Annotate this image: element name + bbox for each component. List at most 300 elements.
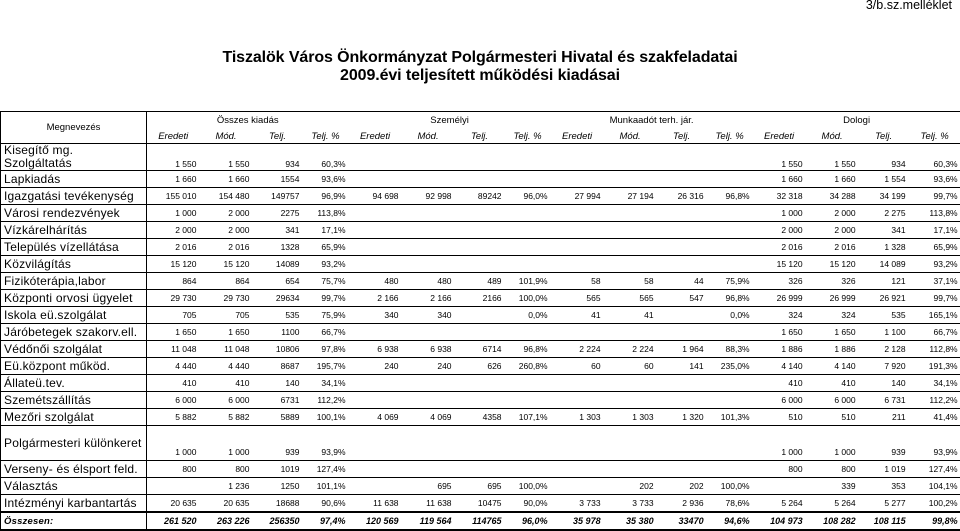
table-cell — [455, 239, 505, 256]
total-cell: 97,4% — [303, 512, 349, 530]
table-cell — [505, 239, 551, 256]
table-cell — [349, 239, 402, 256]
table-cell: 96,9% — [303, 188, 349, 205]
subcol-header: Mód. — [604, 129, 657, 144]
table-cell: 1019 — [253, 461, 303, 478]
table-cell: 58 — [604, 273, 657, 290]
table-cell: 100,0% — [505, 290, 551, 307]
subcol-header: Mód. — [402, 129, 455, 144]
table-cell: 44 — [657, 273, 707, 290]
table-cell: 535 — [859, 307, 909, 324]
table-cell — [551, 375, 604, 392]
table-cell: 6 938 — [402, 341, 455, 358]
table-cell: 26 999 — [806, 290, 859, 307]
table-cell: 0,0% — [505, 307, 551, 324]
table-cell — [707, 324, 753, 341]
table-cell — [455, 222, 505, 239]
row-name: Vízkárelhárítás — [1, 222, 147, 239]
total-cell: 33470 — [657, 512, 707, 530]
table-cell — [551, 222, 604, 239]
table-cell: 5 882 — [200, 409, 253, 426]
table-cell: 480 — [349, 273, 402, 290]
table-cell: 240 — [402, 358, 455, 375]
table-cell: 565 — [551, 290, 604, 307]
table-cell: 29 730 — [147, 290, 200, 307]
table-cell — [349, 256, 402, 273]
table-cell: 99,7% — [909, 188, 960, 205]
table-cell: 1 019 — [859, 461, 909, 478]
table-cell: 14089 — [253, 256, 303, 273]
table-cell: 1 000 — [147, 426, 200, 461]
table-cell — [402, 324, 455, 341]
table-cell: 195,7% — [303, 358, 349, 375]
total-cell: 35 380 — [604, 512, 657, 530]
table-cell: 37,1% — [909, 273, 960, 290]
table-cell: 34 199 — [859, 188, 909, 205]
table-cell: 2 166 — [402, 290, 455, 307]
row-name: Választás — [1, 478, 147, 495]
table-cell: 34,1% — [909, 375, 960, 392]
table-cell: 410 — [806, 375, 859, 392]
table-cell: 353 — [859, 478, 909, 495]
table-cell — [551, 256, 604, 273]
table-cell — [455, 144, 505, 171]
table-cell: 140 — [859, 375, 909, 392]
table-cell: 1100 — [253, 324, 303, 341]
table-row — [1, 205, 960, 222]
table-cell — [707, 239, 753, 256]
table-cell: 75,9% — [303, 307, 349, 324]
table-cell: 60 — [551, 358, 604, 375]
table-cell: 1 100 — [859, 324, 909, 341]
table-cell — [707, 461, 753, 478]
table-cell: 3 733 — [551, 495, 604, 513]
table-cell — [657, 256, 707, 273]
table-cell: 2 000 — [200, 205, 253, 222]
table-cell: 6731 — [253, 392, 303, 409]
table-cell: 26 316 — [657, 188, 707, 205]
table-cell: 6 938 — [349, 341, 402, 358]
row-name: Igazgatási tevékenység — [1, 188, 147, 205]
table-cell: 1 000 — [753, 205, 806, 222]
table-cell: 695 — [455, 478, 505, 495]
table-cell — [657, 171, 707, 188]
table-cell — [551, 205, 604, 222]
table-cell: 6 000 — [200, 392, 253, 409]
table-cell — [551, 478, 604, 495]
table-cell: 565 — [604, 290, 657, 307]
table-row — [1, 222, 960, 239]
table-cell — [505, 426, 551, 461]
table-cell: 326 — [753, 273, 806, 290]
table-cell: 2 128 — [859, 341, 909, 358]
table-cell — [657, 144, 707, 171]
table-cell: 202 — [657, 478, 707, 495]
table-cell: 6 731 — [859, 392, 909, 409]
page-title: Tiszalök Város Önkormányzat Polgármesteri Hivatal és szakfeladatai — [0, 49, 960, 67]
table-cell: 96,8% — [707, 188, 753, 205]
table-cell — [505, 375, 551, 392]
total-label: Összesen: — [1, 512, 147, 530]
table-cell: 1 303 — [604, 409, 657, 426]
table-cell: 800 — [806, 461, 859, 478]
table-cell: 341 — [253, 222, 303, 239]
table-cell — [455, 205, 505, 222]
table-cell: 1 660 — [147, 171, 200, 188]
table-cell: 65,9% — [303, 239, 349, 256]
table-cell — [455, 324, 505, 341]
table-cell: 654 — [253, 273, 303, 290]
table-cell: 695 — [402, 478, 455, 495]
table-cell: 75,9% — [707, 273, 753, 290]
table-cell: 864 — [200, 273, 253, 290]
table-cell: 2 000 — [200, 222, 253, 239]
subcol-header: Telj. % — [505, 129, 551, 144]
subcol-header: Telj. — [859, 129, 909, 144]
table-cell — [349, 478, 402, 495]
table-cell: 339 — [806, 478, 859, 495]
table-cell: 489 — [455, 273, 505, 290]
table-row — [1, 341, 960, 358]
table-cell — [455, 171, 505, 188]
table-cell: 4358 — [455, 409, 505, 426]
table-cell — [551, 392, 604, 409]
table-cell: 104,1% — [909, 478, 960, 495]
row-name: Állateü.tev. — [1, 375, 147, 392]
table-cell: 2 016 — [806, 239, 859, 256]
table-cell: 140 — [253, 375, 303, 392]
group-header-personal: Személyi — [349, 112, 551, 130]
table-cell: 60,3% — [303, 144, 349, 171]
table-cell — [402, 205, 455, 222]
table-cell — [349, 222, 402, 239]
table-cell: 100,2% — [909, 495, 960, 513]
subcol-header: Mód. — [806, 129, 859, 144]
table-cell: 78,6% — [707, 495, 753, 513]
table-cell: 547 — [657, 290, 707, 307]
table-cell — [551, 324, 604, 341]
table-cell: 17,1% — [303, 222, 349, 239]
table-cell: 165,1% — [909, 307, 960, 324]
table-row — [1, 273, 960, 290]
table-cell: 1 000 — [753, 426, 806, 461]
table-cell — [455, 426, 505, 461]
subcol-header: Eredeti — [551, 129, 604, 144]
table-cell — [505, 256, 551, 273]
table-cell — [707, 171, 753, 188]
table-cell: 1 660 — [753, 171, 806, 188]
table-cell — [604, 239, 657, 256]
table-cell: 800 — [200, 461, 253, 478]
table-cell — [604, 426, 657, 461]
table-cell: 1 000 — [806, 426, 859, 461]
table-cell — [402, 239, 455, 256]
table-cell: 4 069 — [402, 409, 455, 426]
table-cell: 11 638 — [402, 495, 455, 513]
table-cell — [707, 426, 753, 461]
table-cell: 121 — [859, 273, 909, 290]
table-cell — [657, 461, 707, 478]
table-cell — [402, 222, 455, 239]
table-cell: 100,0% — [707, 478, 753, 495]
table-cell: 107,1% — [505, 409, 551, 426]
header-name: Megnevezés — [1, 112, 147, 144]
table-cell — [505, 144, 551, 171]
table-cell: 800 — [753, 461, 806, 478]
table-cell: 410 — [753, 375, 806, 392]
table-cell: 2 166 — [349, 290, 402, 307]
table-cell — [402, 461, 455, 478]
table-cell: 202 — [604, 478, 657, 495]
table-cell — [657, 239, 707, 256]
group-header-material: Dologi — [753, 112, 960, 130]
table-cell — [455, 307, 505, 324]
table-cell: 100,1% — [303, 409, 349, 426]
total-cell: 35 978 — [551, 512, 604, 530]
table-cell: 1 650 — [753, 324, 806, 341]
table-cell — [349, 171, 402, 188]
table-cell: 112,2% — [303, 392, 349, 409]
table-cell — [505, 324, 551, 341]
table-cell: 2166 — [455, 290, 505, 307]
table-cell: 10475 — [455, 495, 505, 513]
table-cell: 101,1% — [303, 478, 349, 495]
table-cell — [402, 144, 455, 171]
table-row — [1, 478, 960, 495]
table-cell: 17,1% — [909, 222, 960, 239]
table-cell — [402, 171, 455, 188]
table-cell: 1 550 — [806, 144, 859, 171]
table-cell: 89242 — [455, 188, 505, 205]
table-cell: 15 120 — [806, 256, 859, 273]
row-name: Járóbetegek szakorv.ell. — [1, 324, 147, 341]
table-cell: 66,7% — [303, 324, 349, 341]
table-cell: 4 069 — [349, 409, 402, 426]
table-cell: 149757 — [253, 188, 303, 205]
table-cell — [402, 392, 455, 409]
table-cell: 2 224 — [604, 341, 657, 358]
table-cell: 11 048 — [200, 341, 253, 358]
table-row — [1, 426, 960, 461]
table-cell — [551, 144, 604, 171]
table-cell: 1 320 — [657, 409, 707, 426]
table-cell — [604, 324, 657, 341]
table-cell: 101,9% — [505, 273, 551, 290]
table-cell: 27 194 — [604, 188, 657, 205]
table-cell: 112,8% — [909, 341, 960, 358]
row-name: Közvilágítás — [1, 256, 147, 273]
table-cell: 32 318 — [753, 188, 806, 205]
table-cell — [349, 205, 402, 222]
table-cell: 410 — [200, 375, 253, 392]
table-cell: 1 886 — [753, 341, 806, 358]
table-cell: 14 089 — [859, 256, 909, 273]
row-name: Fizikóterápia,labor — [1, 273, 147, 290]
table-cell — [402, 426, 455, 461]
total-cell: 114765 — [455, 512, 505, 530]
table-cell: 58 — [551, 273, 604, 290]
table-cell: 29 730 — [200, 290, 253, 307]
table-cell: 15 120 — [200, 256, 253, 273]
table-cell: 2 224 — [551, 341, 604, 358]
table-cell: 1328 — [253, 239, 303, 256]
table-cell: 18688 — [253, 495, 303, 513]
table-cell: 154 480 — [200, 188, 253, 205]
table-cell: 1 550 — [753, 144, 806, 171]
table-cell: 1 554 — [859, 171, 909, 188]
header-row-groups — [1, 112, 960, 130]
table-cell: 20 635 — [147, 495, 200, 513]
table-cell: 934 — [859, 144, 909, 171]
table-cell: 96,8% — [505, 341, 551, 358]
table-cell — [707, 375, 753, 392]
subcol-header: Eredeti — [753, 129, 806, 144]
table-cell: 93,9% — [303, 426, 349, 461]
table-cell: 2 275 — [859, 205, 909, 222]
row-name: Intézményi karbantartás — [1, 495, 147, 513]
table-cell: 4 440 — [200, 358, 253, 375]
table-cell — [349, 144, 402, 171]
table-cell: 8687 — [253, 358, 303, 375]
table-cell: 41 — [551, 307, 604, 324]
table-cell: 3 733 — [604, 495, 657, 513]
row-name: Eü.központ működ. — [1, 358, 147, 375]
table-cell: 99,7% — [909, 290, 960, 307]
table-cell: 2 000 — [806, 205, 859, 222]
table-cell — [753, 478, 806, 495]
table-cell: 34,1% — [303, 375, 349, 392]
table-cell — [657, 222, 707, 239]
table-cell: 1 650 — [806, 324, 859, 341]
table-cell: 93,2% — [909, 256, 960, 273]
table-cell: 101,3% — [707, 409, 753, 426]
total-cell: 94,6% — [707, 512, 753, 530]
table-cell: 510 — [806, 409, 859, 426]
row-name: Kisegítő mg. Szolgáltatás — [1, 144, 147, 171]
table-cell: 90,0% — [505, 495, 551, 513]
row-name: Védőnői szolgálat — [1, 341, 147, 358]
table-cell: 93,9% — [909, 426, 960, 461]
table-cell: 1 886 — [806, 341, 859, 358]
table-cell: 11 048 — [147, 341, 200, 358]
total-cell: 261 520 — [147, 512, 200, 530]
table-cell — [604, 256, 657, 273]
table-cell: 939 — [253, 426, 303, 461]
table-cell: 0,0% — [707, 307, 753, 324]
subcol-header: Telj. % — [909, 129, 960, 144]
table-cell — [707, 392, 753, 409]
table-cell: 235,0% — [707, 358, 753, 375]
table-cell: 15 120 — [753, 256, 806, 273]
table-cell: 15 120 — [147, 256, 200, 273]
table-cell: 211 — [859, 409, 909, 426]
table-cell: 1 328 — [859, 239, 909, 256]
table-cell: 60 — [604, 358, 657, 375]
table-cell: 5 264 — [753, 495, 806, 513]
row-name: Iskola eü.szolgálat — [1, 307, 147, 324]
table-cell: 113,8% — [909, 205, 960, 222]
table-cell — [657, 324, 707, 341]
table-cell — [604, 171, 657, 188]
table-cell: 127,4% — [303, 461, 349, 478]
table-cell: 340 — [349, 307, 402, 324]
table-cell — [505, 461, 551, 478]
subcol-header: Telj. — [657, 129, 707, 144]
table-cell — [657, 307, 707, 324]
row-name: Település vízellátása — [1, 239, 147, 256]
table-cell — [455, 461, 505, 478]
row-name: Mezőri szolgálat — [1, 409, 147, 426]
table-cell: 5 277 — [859, 495, 909, 513]
table-cell — [657, 426, 707, 461]
table-cell: 1 000 — [200, 426, 253, 461]
table-cell — [604, 375, 657, 392]
table-cell: 324 — [806, 307, 859, 324]
table-cell: 5889 — [253, 409, 303, 426]
table-cell: 5 264 — [806, 495, 859, 513]
table-cell: 1 660 — [200, 171, 253, 188]
table-cell: 705 — [200, 307, 253, 324]
table-cell: 93,6% — [909, 171, 960, 188]
table-cell: 34 288 — [806, 188, 859, 205]
table-cell — [551, 426, 604, 461]
total-cell: 256350 — [253, 512, 303, 530]
table-cell: 96,0% — [505, 188, 551, 205]
table-cell: 2275 — [253, 205, 303, 222]
table-cell: 326 — [806, 273, 859, 290]
table-cell: 99,7% — [303, 290, 349, 307]
table-cell — [604, 461, 657, 478]
table-cell — [505, 205, 551, 222]
table-cell: 11 638 — [349, 495, 402, 513]
table-cell: 324 — [753, 307, 806, 324]
table-cell: 10806 — [253, 341, 303, 358]
table-cell — [604, 205, 657, 222]
row-name: Városi rendezvények — [1, 205, 147, 222]
table-cell — [604, 144, 657, 171]
table-cell: 29634 — [253, 290, 303, 307]
table-cell: 240 — [349, 358, 402, 375]
table-cell — [707, 222, 753, 239]
table-cell: 6 000 — [147, 392, 200, 409]
table-cell: 1554 — [253, 171, 303, 188]
page-subtitle: 2009.évi teljesített működési kiadásai — [0, 67, 960, 85]
table-cell — [349, 426, 402, 461]
table-cell: 27 994 — [551, 188, 604, 205]
total-cell: 108 282 — [806, 512, 859, 530]
table-cell: 939 — [859, 426, 909, 461]
total-cell: 96,0% — [505, 512, 551, 530]
table-cell: 41,4% — [909, 409, 960, 426]
table-cell — [455, 392, 505, 409]
table-cell: 90,6% — [303, 495, 349, 513]
table-cell: 705 — [147, 307, 200, 324]
table-cell — [455, 256, 505, 273]
table-cell: 88,3% — [707, 341, 753, 358]
table-cell — [604, 222, 657, 239]
subcol-header: Telj. — [455, 129, 505, 144]
table-cell — [707, 205, 753, 222]
table-cell: 5 882 — [147, 409, 200, 426]
table-cell — [147, 478, 200, 495]
table-cell — [551, 461, 604, 478]
table-cell: 535 — [253, 307, 303, 324]
table-cell — [657, 392, 707, 409]
table-cell — [551, 171, 604, 188]
table-cell — [707, 144, 753, 171]
table-cell: 1 303 — [551, 409, 604, 426]
table-cell — [604, 392, 657, 409]
